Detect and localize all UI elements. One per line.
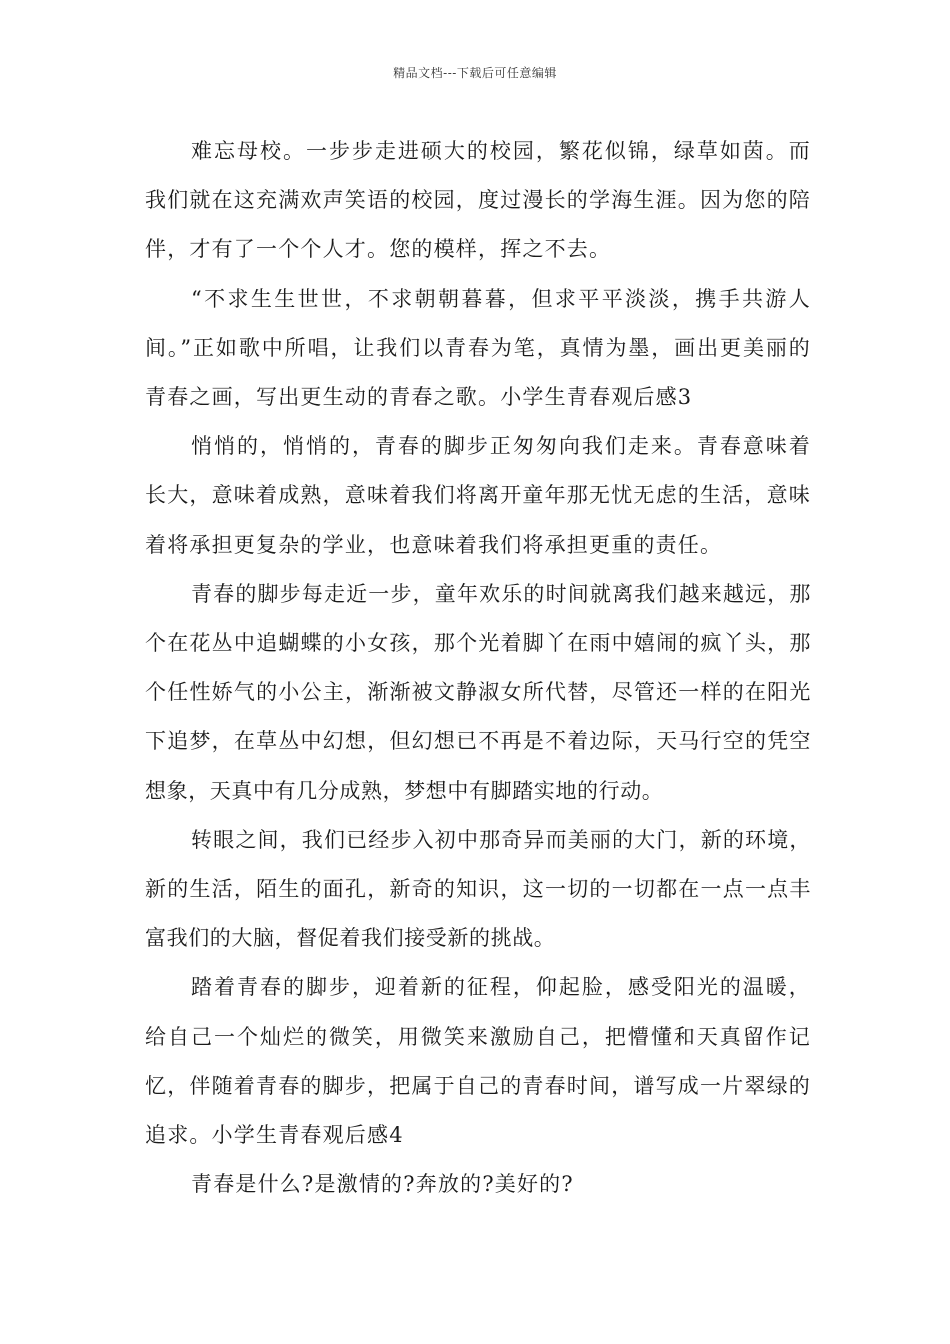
page-header: 精品文档---下载后可任意编辑 bbox=[393, 66, 557, 80]
paragraph: 青春的脚步每走近一步，童年欢乐的时间就离我们越来越远，那个在花丛中追蝴蝶的小女孩，那个光着脚丫在雨中嬉闹的疯丫头，那个任性娇气的小公主，渐渐被文静淑女所代替，尽管还一样的在阳光下追梦，在草丛中幻想，但幻想已不再是不着边际，天马行空的凭空想象，天真中有几分成熟，梦想中有脚踏实地的行动。 bbox=[145, 581, 811, 803]
paragraph: 难忘母校。一步步走进硕大的校园，繁花似锦，绿草如茵。而我们就在这充满欢声笑语的校园，度过漫长的学海生涯。因为您的陪伴，才有了一个个人才。您的模样，挥之不去。 bbox=[145, 139, 811, 262]
paragraph: 踏着青春的脚步，迎着新的征程，仰起脸，感受阳光的温暖，给自己一个灿烂的微笑，用微笑来激励自己，把懵懂和天真留作记忆，伴随着青春的脚步，把属于自己的青春时间，谱写成一片翠绿的追求。小学生青春观后感4 bbox=[145, 975, 811, 1148]
paragraph: 转眼之间，我们已经步入初中那奇异而美丽的大门，新的环境，新的生活，陌生的面孔，新奇的知识，这一切的一切都在一点一点丰富我们的大脑，督促着我们接受新的挑战。 bbox=[145, 827, 811, 951]
paragraph: 青春是什么?是激情的?奔放的?美好的? bbox=[191, 1172, 574, 1197]
paragraph: “不求生生世世，不求朝朝暮暮，但求平平淡淡，携手共游人间。”正如歌中所唱，让我们以青春为笔，真情为墨，画出更美丽的青春之画，写出更生动的青春之歌。小学生青春观后感3 bbox=[145, 286, 811, 410]
document-body bbox=[145, 127, 811, 1209]
paragraph: 悄悄的，悄悄的，青春的脚步正匆匆向我们走来。青春意味着长大，意味着成熟，意味着我们将离开童年那无忧无虑的生活，意味着将承担更复杂的学业，也意味着我们将承担更重的责任。 bbox=[145, 434, 811, 557]
